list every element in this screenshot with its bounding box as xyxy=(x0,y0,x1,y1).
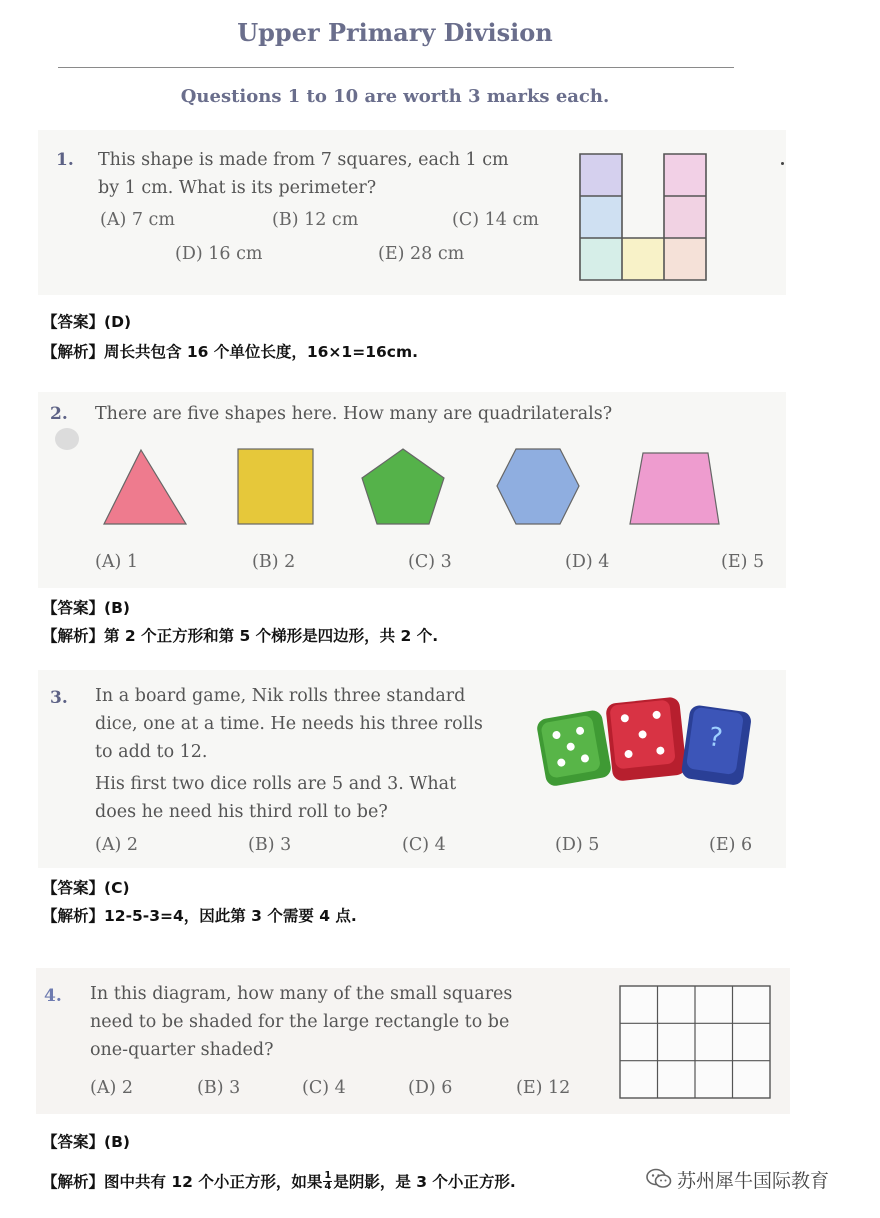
wechat-icon xyxy=(645,1167,673,1191)
question-1-option-c[interactable]: (C) 14 cm xyxy=(452,210,539,230)
question-2-explanation: 【解析】第 2 个正方形和第 5 个梯形是四边形，共 2 个. xyxy=(42,627,439,645)
square-cell xyxy=(622,238,664,280)
watermark-text: 苏州犀牛国际教育 xyxy=(677,1170,830,1192)
question-4-line: one-quarter shaded? xyxy=(90,1040,274,1060)
square-cell xyxy=(580,154,622,196)
question-2-option-d[interactable]: (D) 4 xyxy=(565,552,610,572)
question-4-option-a[interactable]: (A) 2 xyxy=(90,1078,133,1098)
question-3-option-b[interactable]: (B) 3 xyxy=(248,835,292,855)
trapezoid-shape xyxy=(630,453,719,524)
question-2-option-a[interactable]: (A) 1 xyxy=(95,552,138,572)
square-shape xyxy=(238,449,313,524)
question-1-text xyxy=(98,146,558,202)
question-2-number: 2. xyxy=(50,404,68,424)
question-3-line: His first two dice rolls are 5 and 3. What xyxy=(95,774,457,794)
question-2-text: There are five shapes here. How many are quadrilaterals? xyxy=(95,404,613,424)
question-4-line: need to be shaded for the large rectangle to be xyxy=(90,1012,510,1032)
question-1-line: by 1 cm. What is its perimeter? xyxy=(98,178,377,198)
square-cell xyxy=(664,238,706,280)
hexagon-shape xyxy=(497,449,579,524)
question-3-option-a[interactable]: (A) 2 xyxy=(95,835,138,855)
square-cell xyxy=(664,196,706,238)
question-3-line: to add to 12. xyxy=(95,742,208,762)
stray-dot xyxy=(781,162,784,165)
five-shapes-figure xyxy=(95,440,735,535)
fraction-numerator: 1 xyxy=(324,1169,332,1181)
question-1-number: 1. xyxy=(56,150,74,170)
section-subtitle: Questions 1 to 10 are worth 3 marks each. xyxy=(180,86,610,107)
explanation-text: 是阴影，是 3 个小正方形. xyxy=(333,1173,516,1191)
triangle-shape xyxy=(104,450,186,524)
question-1-answer: 【答案】(D) xyxy=(42,313,132,331)
question-4-option-e[interactable]: (E) 12 xyxy=(516,1078,571,1098)
blue-die xyxy=(681,704,753,786)
question-4-line: In this diagram, how many of the small squares xyxy=(90,984,513,1004)
smudge xyxy=(55,428,79,450)
fraction-denominator: 4 xyxy=(324,1180,332,1192)
question-4-explanation xyxy=(42,1170,516,1192)
question-3-line: does he need his third roll to be? xyxy=(95,802,388,822)
question-4-option-c[interactable]: (C) 4 xyxy=(302,1078,346,1098)
page-title: Upper Primary Division xyxy=(237,18,553,47)
question-3-line: dice, one at a time. He needs his three rolls xyxy=(95,714,483,734)
question-3-option-e[interactable]: (E) 6 xyxy=(709,835,753,855)
question-3-answer: 【答案】(C) xyxy=(42,879,130,897)
square-cell xyxy=(580,238,622,280)
explanation-text: 【解析】图中共有 12 个小正方形，如果 xyxy=(42,1173,323,1191)
red-die xyxy=(605,696,687,781)
question-3-text xyxy=(95,682,535,826)
title-divider xyxy=(58,67,734,68)
question-1-line: This shape is made from 7 squares, each 1 cm xyxy=(98,150,509,170)
question-4-number: 4. xyxy=(44,986,62,1006)
question-3-line: In a board game, Nik rolls three standard xyxy=(95,686,466,706)
question-1-option-b[interactable]: (B) 12 cm xyxy=(272,210,359,230)
pentagon-shape xyxy=(362,449,444,524)
question-1-explanation: 【解析】周长共包含 16 个单位长度，16×1=16cm. xyxy=(42,343,418,361)
question-2-option-e[interactable]: (E) 5 xyxy=(721,552,765,572)
question-1-option-a[interactable]: (A) 7 cm xyxy=(100,210,175,230)
question-3-explanation: 【解析】12-5-3=4，因此第 3 个需要 4 点. xyxy=(42,907,357,925)
question-4-option-b[interactable]: (B) 3 xyxy=(197,1078,241,1098)
question-mark-symbol: ? xyxy=(706,722,725,754)
question-4-option-d[interactable]: (D) 6 xyxy=(408,1078,453,1098)
question-3-option-d[interactable]: (D) 5 xyxy=(555,835,600,855)
green-die xyxy=(536,709,613,787)
square-cell xyxy=(664,154,706,196)
question-2-answer: 【答案】(B) xyxy=(42,599,130,617)
question-1-option-e[interactable]: (E) 28 cm xyxy=(378,244,465,264)
square-cell xyxy=(580,196,622,238)
grid-rectangle-figure xyxy=(618,984,772,1100)
question-3-option-c[interactable]: (C) 4 xyxy=(402,835,446,855)
question-4-text xyxy=(90,980,590,1064)
question-3-number: 3. xyxy=(50,688,68,708)
question-2-option-b[interactable]: (B) 2 xyxy=(252,552,296,572)
three-dice-figure xyxy=(535,688,755,803)
one-quarter-fraction xyxy=(323,1171,332,1192)
question-2-option-c[interactable]: (C) 3 xyxy=(408,552,452,572)
question-4-answer: 【答案】(B) xyxy=(42,1133,130,1151)
question-1-option-d[interactable]: (D) 16 cm xyxy=(175,244,263,264)
seven-squares-shape xyxy=(578,152,710,284)
